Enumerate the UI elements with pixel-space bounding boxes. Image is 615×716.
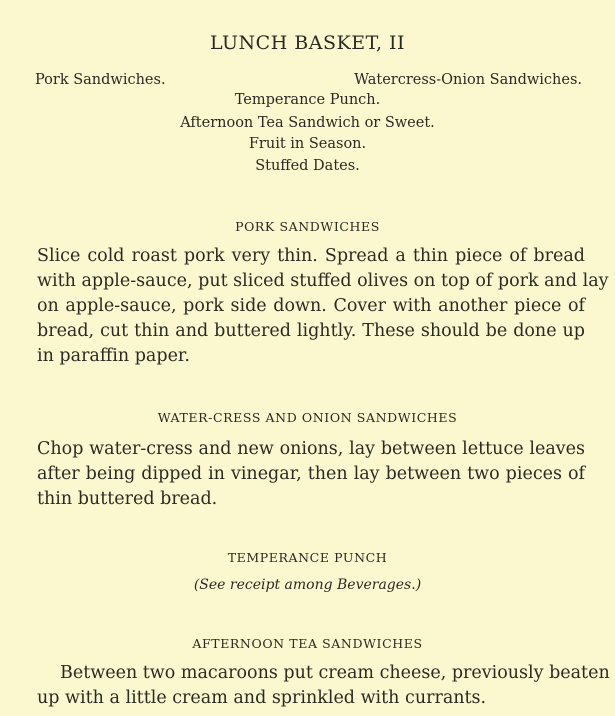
menu-item-fruit: Fruit in Season.	[248, 136, 367, 152]
text-line: up with a little cream and sprinkled with currants.	[37, 688, 487, 708]
text-line: Between two macaroons put cream cheese, previously beaten	[60, 663, 610, 683]
paragraph-afternoon-tea-sandwiches	[37, 661, 610, 711]
page-title: LUNCH BASKET, II	[209, 32, 406, 54]
text-line: thin buttered bread.	[37, 489, 218, 509]
heading-pork-sandwiches: PORK SANDWICHES	[235, 219, 380, 234]
text-line: Chop water-cress and new onions, lay between lettuce leaves	[37, 439, 585, 459]
text-line: Slice cold roast pork very thin. Spread a thin piece of bread	[37, 246, 585, 266]
text-line: bread, cut thin and buttered lightly. These should be done up	[37, 321, 585, 341]
text-line: on apple-sauce, pork side down. Cover with another piece of	[37, 296, 585, 316]
text-line: after being dipped in vinegar, then lay between two pieces of	[37, 464, 585, 484]
paragraph-pork-sandwiches	[37, 244, 609, 369]
text-line: with apple-sauce, put sliced stuffed olives on top of pork and lay	[37, 271, 609, 291]
heading-afternoon-tea-sandwiches: AFTERNOON TEA SANDWICHES	[192, 636, 423, 651]
menu-item-watercress: Watercress-Onion Sandwiches.	[354, 72, 582, 88]
paragraph-watercress-sandwiches	[37, 437, 585, 512]
menu-item-tea-sandwich: Afternoon Tea Sandwich or Sweet.	[180, 115, 435, 131]
menu-item-punch: Temperance Punch.	[234, 92, 381, 108]
menu-item-dates: Stuffed Dates.	[255, 158, 360, 174]
heading-watercress-sandwiches: WATER-CRESS AND ONION SANDWICHES	[157, 410, 458, 425]
punch-reference-note: (See receipt among Beverages.)	[193, 577, 422, 593]
heading-temperance-punch: TEMPERANCE PUNCH	[227, 550, 388, 565]
text-line: in paraffin paper.	[37, 346, 190, 366]
menu-item-pork: Pork Sandwiches.	[35, 72, 166, 88]
